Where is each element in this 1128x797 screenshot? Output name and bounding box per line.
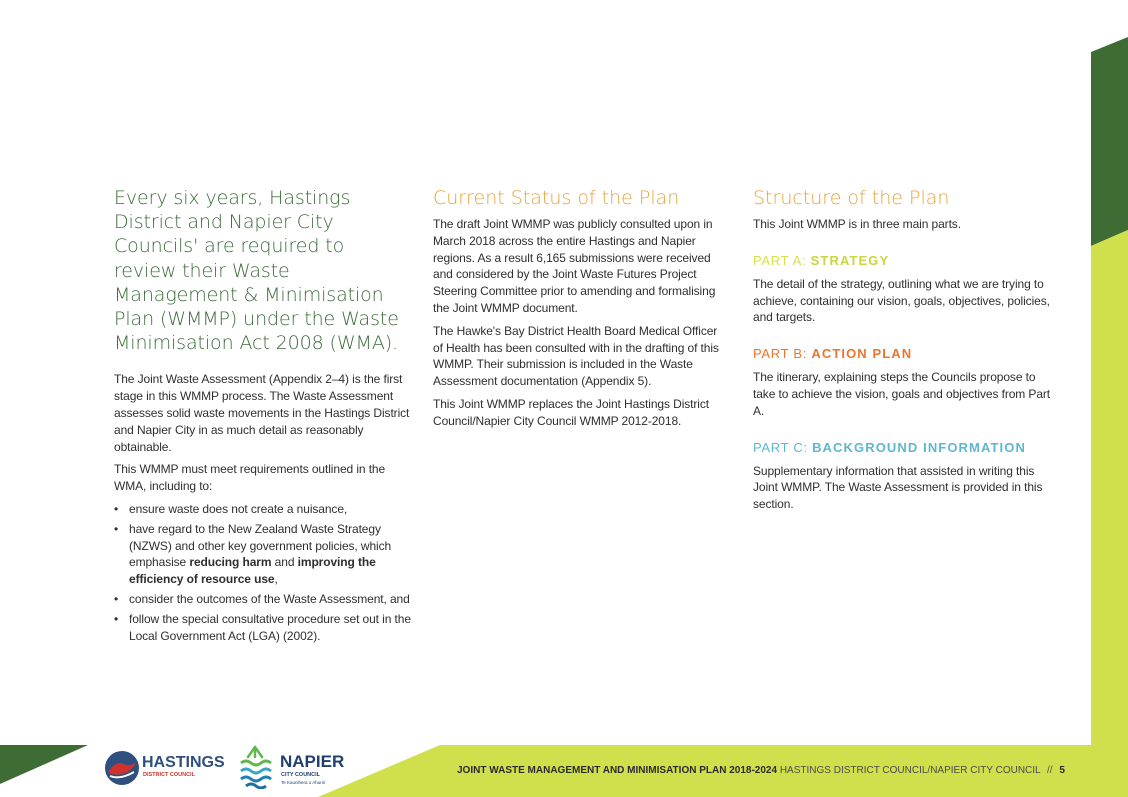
replaces-paragraph: This Joint WMMP replaces the Joint Hastings District Council/Napier City Council WMMP 2012-2018.	[433, 396, 709, 428]
napier-subtitle: CITY COUNCIL	[281, 772, 321, 778]
waste-assessment-paragraph: The Joint Waste Assessment (Appendix 2–4) is the first stage in this WMMP process. The Waste Assessment assesses solid waste movements in the Hastings District and Napier City in as much detail as reasonably obtainable.	[114, 372, 410, 454]
part-c-description: Supplementary information that assisted in writing this Joint WMMP. The Waste Assessment is provided in this section.	[753, 463, 1043, 512]
list-item: • follow the special consultative procedure set out in the Local Government Act (LGA) (2002).	[129, 611, 412, 645]
hastings-district-council-logo	[104, 750, 225, 786]
requirements-list	[114, 501, 412, 644]
intro-statement: Every six years, Hastings District and Napier City Councils' are required to review their Waste Management & Minimisation Plan (WMMP) under the Waste Minimisation Act 2008 (WMA).	[114, 187, 399, 355]
intro-column	[114, 186, 412, 647]
current-status-heading: Current Status of the Plan	[433, 187, 680, 209]
page-number: 5	[1059, 765, 1065, 776]
part-b-description: The itinerary, explaining steps the Councils propose to take to achieve the vision, goals and objectives from Part A.	[753, 370, 1051, 418]
footer-separator: //	[1047, 765, 1053, 776]
footer-council-name: HASTINGS DISTRICT COUNCIL/NAPIER CITY COUNCIL	[779, 765, 1041, 776]
part-a-description: The detail of the strategy, outlining what we are trying to achieve, containing our vision, goals, objectives, policies, and targets.	[753, 276, 1050, 325]
hastings-wordmark: HASTINGS	[142, 754, 225, 771]
right-edge-dark-green-band	[1091, 37, 1128, 246]
napier-city-council-logo	[238, 745, 348, 791]
part-c-label: PART C: BACKGROUND INFORMATION	[753, 439, 1026, 455]
napier-waves-icon	[238, 745, 272, 789]
health-board-paragraph: The Hawke's Bay District Health Board Medical Officer of Health has been consulted with in the drafting of this WMMP. Their submission is included in the Waste Assessment documentation (Appendix 5).	[433, 323, 719, 389]
footer-document-title: JOINT WASTE MANAGEMENT AND MINIMISATION PLAN 2018-2024	[457, 765, 778, 776]
napier-tagline: Te Kaunihera o Ahuriri	[281, 780, 326, 785]
page-footer	[457, 765, 1065, 776]
hastings-emblem-icon	[104, 750, 140, 786]
list-item: • ensure waste does not create a nuisance,	[129, 501, 412, 518]
part-b-label: PART B: ACTION PLAN	[753, 346, 913, 362]
footer-dark-green-corner	[0, 745, 88, 784]
consultation-paragraph: The draft Joint WMMP was publicly consulted upon in March 2018 across the entire Hastings and Napier regions. As a result 6,165 submissions were received and considered by the Joint Waste Futures Project Steering Committee prior to amending and formalising the Joint WMMP document.	[433, 217, 716, 315]
right-edge-lime-band	[1091, 230, 1128, 797]
napier-wordmark: NAPIER	[280, 752, 345, 771]
structure-intro: This Joint WMMP is in three main parts.	[753, 217, 961, 231]
list-item: • consider the outcomes of the Waste Assessment, and	[129, 591, 412, 608]
structure-heading: Structure of the Plan	[753, 187, 950, 209]
hastings-subtitle: DISTRICT COUNCIL	[143, 772, 195, 778]
requirements-paragraph: This WMMP must meet requirements outlined in the WMA, including to:	[114, 462, 386, 494]
list-item: • have regard to the New Zealand Waste Strategy (NZWS) and other key government policies, which emphasise reducing harm and improving the efficiency of resource use,	[129, 521, 412, 588]
current-status-column	[433, 186, 729, 436]
part-a-label: PART A: STRATEGY	[753, 252, 890, 268]
structure-column	[753, 186, 1053, 519]
